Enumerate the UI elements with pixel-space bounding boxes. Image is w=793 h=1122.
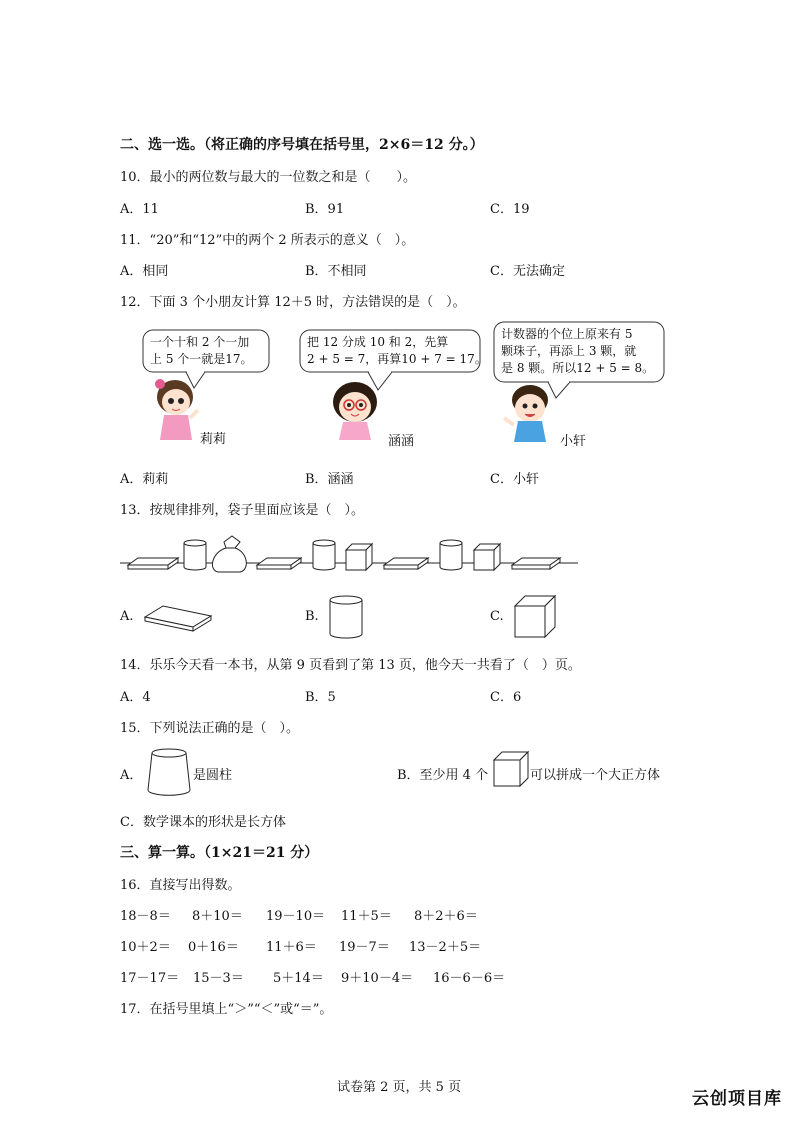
- calc-r3-c5: 16－6－6＝: [433, 971, 506, 986]
- calc-r3-c2: 15－3＝: [193, 971, 244, 986]
- section-3-title: 三、算一算。（1×21＝21 分）: [120, 845, 319, 861]
- bubble-3-line-2: 颗珠子，再添上 3 颗，就: [501, 344, 637, 358]
- bubble-3-line-1: 计数器的个位上原来有 5: [501, 327, 633, 341]
- q14-stem: 14．乐乐今天看一本书，从第 9 页看到了第 13 页，他今天一共看了（ ）页。: [120, 658, 581, 673]
- q12-option-a: A．莉莉: [120, 472, 169, 487]
- calc-r3-c4: 9＋10－4＝: [341, 971, 414, 986]
- watermark-logo: 云创项目库: [692, 1089, 782, 1109]
- q10-option-a: A．11: [120, 202, 159, 217]
- calc-r1-c1: 18－8＝: [120, 909, 171, 924]
- q15-option-a-label: A．: [120, 768, 143, 783]
- calc-r2-c1: 10＋2＝: [120, 940, 171, 955]
- q10-stem: 10．最小的两位数与最大的一位数之和是（ ）。: [120, 170, 417, 185]
- name-hanhan: 涵涵: [388, 434, 415, 449]
- calc-r2-c2: 0＋16＝: [188, 940, 239, 955]
- q12-option-b: B．涵涵: [305, 472, 354, 487]
- calc-r3-c3: 5＋14＝: [273, 971, 324, 986]
- q13-option-b-label: B.: [305, 609, 319, 624]
- page-footer: 试卷第 2 页，共 5 页: [337, 1080, 462, 1095]
- q14-option-c: C．6: [490, 690, 522, 705]
- name-lili: 莉莉: [200, 432, 227, 447]
- q10-option-b: B．91: [305, 202, 345, 217]
- q15-option-c: C．数学课本的形状是长方体: [120, 815, 286, 830]
- calc-r2-c4: 19－7＝: [339, 940, 390, 955]
- q11-stem: 11．“20”和“12”中的两个 2 所表示的意义（ ）。: [120, 233, 415, 248]
- bubble-2-line-2: 2 + 5 = 7，再算10 + 7 = 17。: [307, 352, 487, 366]
- q15-frustum-shape: [148, 749, 190, 795]
- q15-option-a-text: 是圆柱: [193, 768, 233, 783]
- q15-stem: 15．下列说法正确的是（ ）。: [120, 721, 300, 736]
- q13-option-a-label: A.: [120, 609, 134, 624]
- calc-r1-c3: 19－10＝: [266, 909, 326, 924]
- q11-option-a: A．相同: [120, 264, 169, 279]
- bubble-1-line-2: 上 5 个一就是17。: [150, 352, 253, 366]
- q13-stem: 13．按规律排列，袋子里面应该是（ ）。: [120, 503, 365, 518]
- q12-stem: 12．下面 3 个小朋友计算 12＋5 时，方法错误的是（ ）。: [120, 295, 466, 310]
- q14-option-b: B．5: [305, 690, 336, 705]
- calc-r1-c5: 8＋2＋6＝: [414, 909, 478, 924]
- name-xiaoxuan: 小轩: [560, 434, 587, 449]
- q12-option-c: C．小轩: [490, 472, 539, 487]
- q11-option-c: C．无法确定: [490, 264, 565, 279]
- calc-r1-c4: 11＋5＝: [341, 909, 392, 924]
- calc-r2-c3: 11＋6＝: [266, 940, 317, 955]
- bubble-3-line-3: 是 8 颗。所以12 + 5 = 8。: [501, 361, 655, 375]
- q15-option-b-text: 可以拼成一个大正方体: [530, 768, 661, 783]
- calc-r1-c2: 8＋10＝: [192, 909, 243, 924]
- q13-option-c-label: C.: [490, 609, 504, 624]
- section-2-title: 二、选一选。（将正确的序号填在括号里，2×6＝12 分。）: [120, 137, 484, 153]
- calc-r2-c5: 13－2＋5＝: [409, 940, 482, 955]
- q11-option-b: B．不相同: [305, 264, 367, 279]
- bubble-2-line-1: 把 12 分成 10 和 2，先算: [307, 335, 449, 349]
- bubble-1-line-1: 一个十和 2 个一加: [150, 335, 250, 349]
- q16-stem: 16．直接写出得数。: [120, 878, 241, 893]
- q15-cube-shape: [494, 752, 528, 786]
- q14-option-a: A．4: [120, 690, 151, 705]
- q15-option-b-label: B．至少用 4 个: [397, 768, 489, 783]
- calc-r3-c1: 17－17＝: [120, 971, 180, 986]
- q17-stem: 17．在括号里填上“＞”“＜”或“＝”。: [120, 1002, 333, 1017]
- q10-option-c: C．19: [490, 202, 530, 217]
